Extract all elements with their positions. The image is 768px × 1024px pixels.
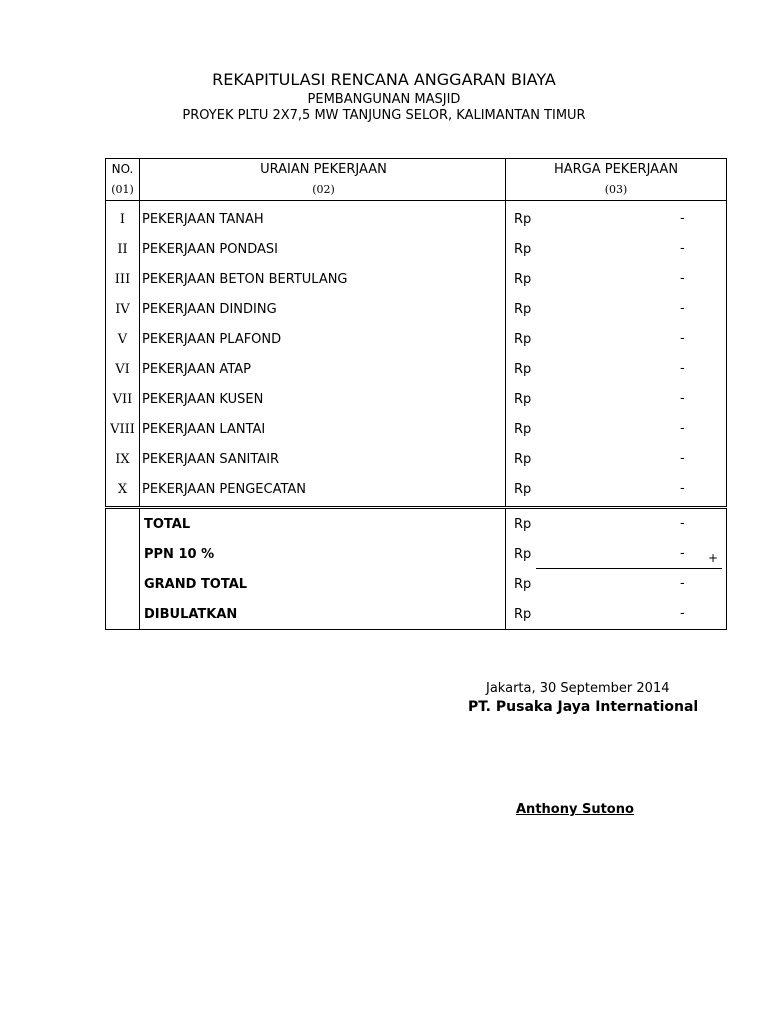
price-cell (506, 539, 727, 569)
table-header-row (106, 159, 727, 180)
price-cell (506, 508, 727, 540)
table-row (106, 264, 727, 294)
currency-label: Rp (514, 607, 532, 622)
currency-label: Rp (514, 517, 532, 532)
addition-line (536, 568, 722, 569)
summary-row (106, 599, 727, 630)
price-value: - (680, 421, 685, 436)
table-header-code-row (106, 179, 727, 201)
price-value: - (680, 391, 685, 406)
header-price: HARGA PEKERJAAN (506, 159, 727, 180)
table-row (106, 324, 727, 354)
row-description: PEKERJAAN ATAP (140, 354, 506, 384)
summary-row (106, 539, 727, 569)
price-value: - (680, 481, 685, 496)
row-description: PEKERJAAN TANAH (140, 204, 506, 234)
row-description: PEKERJAAN PENGECATAN (140, 474, 506, 504)
price-cell (506, 294, 727, 324)
document-subtitle-project: PEMBANGUNAN MASJID (307, 92, 461, 107)
price-cell (506, 354, 727, 384)
currency-label: Rp (514, 242, 532, 257)
price-value: - (680, 451, 685, 466)
price-value: - (680, 546, 685, 561)
price-value: - (680, 301, 685, 316)
row-number: IX (106, 444, 140, 474)
summary-label: TOTAL (140, 508, 506, 540)
work-items (106, 204, 727, 504)
header-description: URAIAN PEKERJAAN (140, 159, 506, 180)
table-row (106, 354, 727, 384)
row-number: II (106, 234, 140, 264)
currency-label: Rp (514, 547, 532, 562)
currency-label: Rp (514, 392, 532, 407)
header-no: NO. (106, 159, 140, 180)
row-number: I (106, 204, 140, 234)
table-row (106, 234, 727, 264)
currency-label: Rp (514, 332, 532, 347)
table-row (106, 444, 727, 474)
row-number: VIII (106, 414, 140, 444)
signatory-name: Anthony Sutono (516, 802, 634, 817)
currency-label: Rp (514, 482, 532, 497)
price-value: - (680, 516, 685, 531)
currency-label: Rp (514, 272, 532, 287)
row-description: PEKERJAAN PLAFOND (140, 324, 506, 354)
row-number: VI (106, 354, 140, 384)
plus-sign: + (708, 551, 719, 565)
currency-label: Rp (514, 577, 532, 592)
row-description: PEKERJAAN BETON BERTULANG (140, 264, 506, 294)
price-cell (506, 234, 727, 264)
price-cell (506, 444, 727, 474)
currency-label: Rp (514, 362, 532, 377)
summary-label: PPN 10 % (140, 539, 506, 569)
price-value: - (680, 576, 685, 591)
price-value: - (680, 241, 685, 256)
table-row (106, 414, 727, 444)
table-row (106, 204, 727, 234)
budget-recap-table (105, 158, 727, 630)
row-description: PEKERJAAN DINDING (140, 294, 506, 324)
currency-label: Rp (514, 212, 532, 227)
company-name: PT. Pusaka Jaya International (468, 699, 699, 715)
row-number: III (106, 264, 140, 294)
price-value: - (680, 331, 685, 346)
price-value: - (680, 606, 685, 621)
place-date: Jakarta, 30 September 2014 (486, 681, 670, 696)
summary-row (106, 569, 727, 599)
header-description-code: (02) (140, 179, 506, 201)
row-number: IV (106, 294, 140, 324)
price-cell (506, 204, 727, 234)
price-cell (506, 414, 727, 444)
row-description: PEKERJAAN SANITAIR (140, 444, 506, 474)
row-description: PEKERJAAN KUSEN (140, 384, 506, 414)
price-cell (506, 599, 727, 630)
table-row (106, 474, 727, 504)
summary-row (106, 508, 727, 540)
price-cell (506, 324, 727, 354)
price-cell (506, 264, 727, 294)
table-row (106, 384, 727, 414)
header-price-code: (03) (506, 179, 727, 201)
price-value: - (680, 211, 685, 226)
row-number: X (106, 474, 140, 504)
row-number: V (106, 324, 140, 354)
row-description: PEKERJAAN PONDASI (140, 234, 506, 264)
price-cell (506, 474, 727, 504)
summary-label: GRAND TOTAL (140, 569, 506, 599)
summary-label: DIBULATKAN (140, 599, 506, 630)
currency-label: Rp (514, 452, 532, 467)
price-value: - (680, 271, 685, 286)
price-cell (506, 569, 727, 599)
document-title: REKAPITULASI RENCANA ANGGARAN BIAYA (212, 70, 556, 89)
header-no-code: (01) (106, 179, 140, 201)
document-subtitle-location: PROYEK PLTU 2X7,5 MW TANJUNG SELOR, KALIMANTAN TIMUR (182, 108, 586, 123)
table-row (106, 294, 727, 324)
row-number: VII (106, 384, 140, 414)
row-description: PEKERJAAN LANTAI (140, 414, 506, 444)
price-value: - (680, 361, 685, 376)
currency-label: Rp (514, 422, 532, 437)
currency-label: Rp (514, 302, 532, 317)
price-cell (506, 384, 727, 414)
